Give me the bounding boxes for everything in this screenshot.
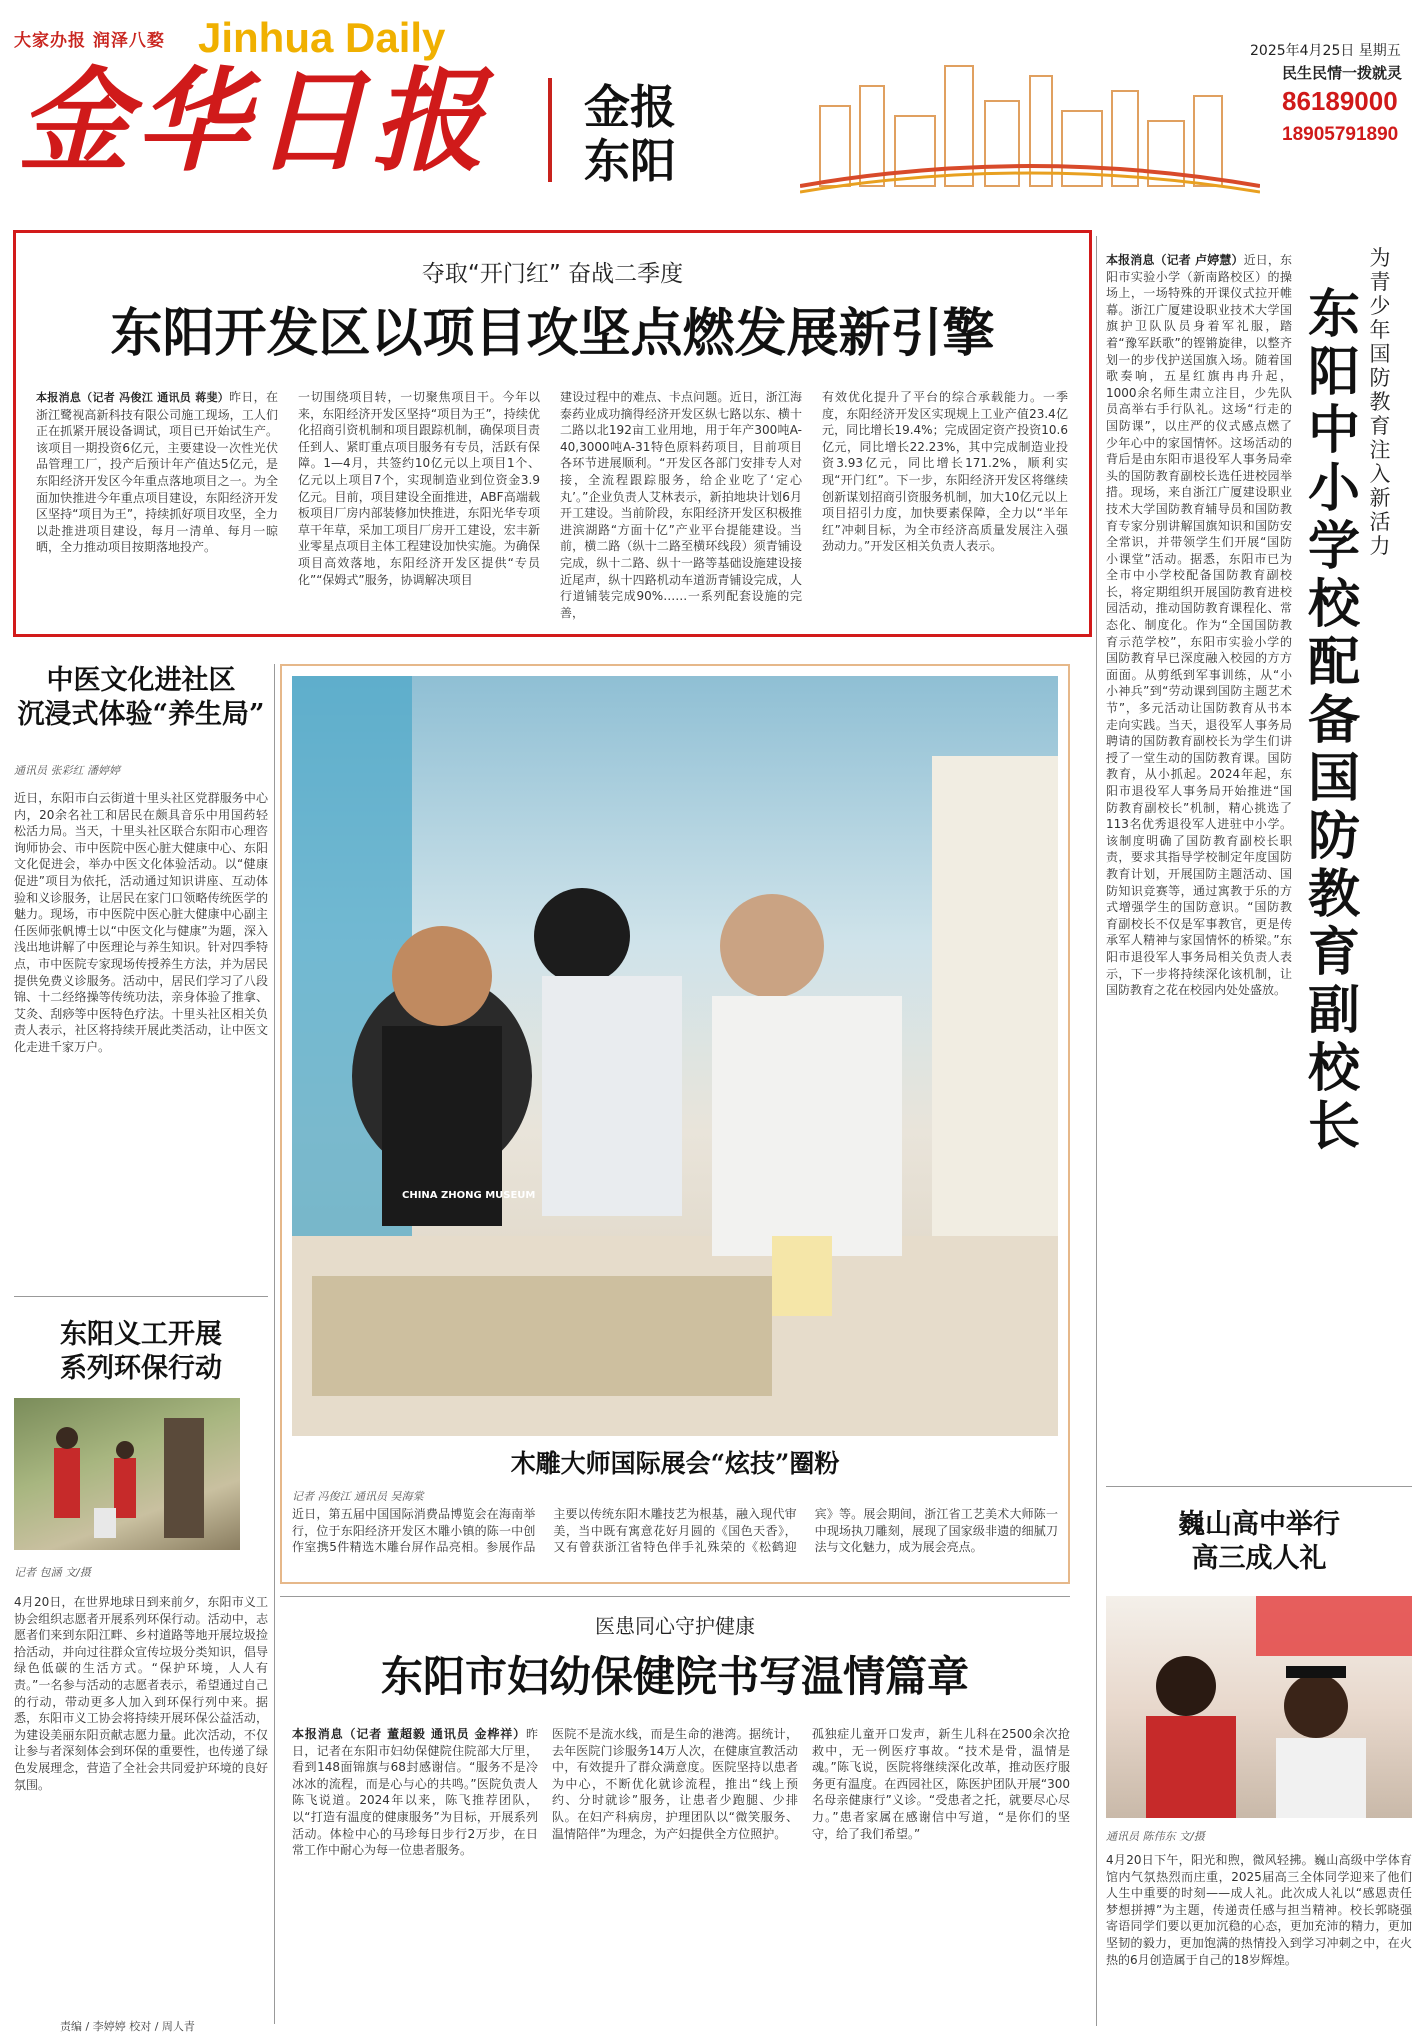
exhibition-scene — [292, 676, 1058, 1436]
bottom-story-headline: 东阳市妇幼保健院书写温情篇章 — [380, 1652, 969, 1701]
lead-byline: 本报消息（记者 冯俊江 通讯员 蒋斐） — [36, 391, 230, 404]
right-story-2-text: 4月20日下午，阳光和煦，微风轻拂。巍山高级中学体育馆内气氛热烈而庄重，2025届高三全体同学迎来了他们人生中重要的时刻——成人礼。此次成人礼以“感恩责任 梦想拼搏”为主题，传递责任感与担当精神。校长郭晓强寄语同学们要以更加沉稳的心态，更加充沛的精力，更加坚韧的毅力，更加饱满的热情投入到学习冲刺之中，在火热的6月创造属于自己的18岁辉煌。 — [1106, 1853, 1412, 1967]
masthead-english-name: Jinhua Daily — [198, 14, 446, 61]
edition-line-2: 东阳 — [584, 134, 676, 188]
right-column-text — [1106, 252, 1292, 1438]
booth-apron-label: CHINA ZHONG MUSEUM — [402, 1190, 536, 1201]
bottom-column-1 — [292, 1726, 538, 2026]
left-story-2-title-line-2: 系列环保行动 — [60, 1352, 222, 1384]
hotline-phone-2: 18905791890 — [1282, 124, 1399, 145]
photo-caption-title: 木雕大师国际展会“炫技”圈粉 — [510, 1449, 840, 1478]
right-column-byline: 本报消息（记者 卢婷慧） — [1106, 253, 1244, 267]
lead-kicker: 夺取“开门红” 奋战二季度 — [421, 261, 684, 287]
page-editor-credit: 责编 / 李婷婷 校对 / 周人青 — [60, 2020, 195, 2033]
left-story-2-title — [14, 1318, 268, 1386]
left-story-2-title-line-1: 东阳义工开展 — [60, 1319, 222, 1350]
left-story-2-byline: 记者 包涵 文/摄 — [14, 1566, 91, 1579]
coming-of-age-ceremony-photo — [1106, 1596, 1412, 1818]
issue-date: 2025年4月25日 星期五 — [1250, 43, 1401, 59]
right-column-body: 近日，东阳市实验小学（新南路校区）的操场上，一场特殊的开课仪式拉开帷幕。浙江广厦建设职业技术大学国旗护卫队队员身着军礼服，踏着“豫军跃歌”的铿锵旋律，以整齐划一的步伐护送国旗入场。随着国歌奏响，五星红旗冉冉升起，1000余名师生肃立注目，少先队员高举右手行队礼。这场“行走的国防课”，以庄严的仪式感点燃了少年心中的家国情怀。这场活动的背后是由东阳市退役军人事务局牵头的国防教育副校长选任进校园举措。现场，来自浙江广厦建设职业技术大学国防教育辅导员和国防教育专家分别讲解国旗知识和国防安全常识，并带领学生们开展“国防小课堂”活动。据悉，东阳市已为全市中小学校配备国防教育副校长，将定期组织开展国防教育进校园活动，推动国防教育课程化、常态化、制度化。作为“全国国防教育示范学校”，东阳市实验小学的国防教育早已深度融入校园的方方面面。从剪纸到军事训练，从“小小神兵”到“劳动课到国防主题艺术节”，多元活动让国防教育从书本走向实践。当天，退役军人事务局聘请的国防教育副校长为学生们讲授了一堂生动的国防教育课。国防教育，从小抓起。2024年起，东阳市退役军人事务局开始推进“国防教育副校长”机制，精心挑选了113名优秀退役军人进驻中小学。该制度明确了国防教育副校长职责，要求其指导学校制定年度国防教育计划，开展国防主题活动、国防知识竞赛等，通过寓教于乐的方式增强学生的国防意识。“国防教育副校长不仅是军事教官，更是传承军人精神与家国情怀的桥梁。”东阳市退役军人事务局相关负责人表示，下一步将持续深化该机制，让国防教育之花在校园内处处盛放。 — [1106, 253, 1292, 998]
environmental-volunteers-photo — [14, 1398, 240, 1550]
photo-story-byline: 记者 冯俊江 通讯员 吴海棠 — [292, 1490, 424, 1503]
masthead-slogan: 大家办报 润泽八婺 — [14, 31, 165, 51]
lead-column-1-text: 昨日，在浙江鹭视高新科技有限公司施工现场，工人们正在抓紧开展设备调试，项目已开始试生产。该项目一期投资6亿元，主要建设一次性光伏品管理工厂，投产后预计年产值达5亿元，是东阳经济开发区今年重点落地项目之一。为全面加快推进今年重点项目建设，东阳经济开发区坚持“项目为王”，持续抓好项目攻坚，全力以赴推进项目建设，每月一清单、每月一晾晒，全力推动项目按期落地投产。 — [36, 390, 278, 555]
photo-story-text: 近日，第五届中国国际消费品博览会在海南举行，位于东阳经济开发区木雕小镇的陈一中创作室携5件精选木雕台屏作品亮相。参展作品主要以传统东阳木雕技艺为根基，融入现代审美，当中既有寓意花好月圆的《国色天香》，又有曾获浙江省特色伴手礼殊荣的《松鹤迎宾》等。展会期间，浙江省工艺美术大师陈一中现场执刀雕刻，展现了国家级非遗的细腻刀法与文化魅力，成为展会亮点。 — [292, 1507, 1058, 1555]
left-story-1-title — [14, 664, 268, 732]
lead-story — [13, 230, 1092, 637]
left-story-divider — [14, 1296, 268, 1297]
masthead-divider — [548, 78, 552, 182]
left-story-1-title-line-2: 沉浸式体验“养生局” — [17, 698, 265, 730]
lead-headline: 东阳开发区以项目攻坚点燃发展新引擎 — [110, 304, 995, 364]
lead-column-4: 有效优化提升了平台的综合承载能力。一季度，东阳经济开发区实现规上工业产值23.4亿元，同比增长19.4%；完成固定资产投资10.6亿元，同比增长22.23%，其中完成制造业投资3.93亿元，同比增长171.2%，顺利实现“开门红”。下一步，东阳经济开发区将继续创新谋划招商引资服务机制，加大10亿元以上项目招引力度，加快要素保障，全力以“半年红”冲刺目标，为全市经济高质量发展注入强劲动力。”开发区相关负责人表示。 — [822, 390, 1068, 554]
edition-name — [584, 80, 704, 188]
right-story-2-title-line-1: 巍山高中举行 — [1178, 1509, 1340, 1540]
left-story-2-text: 4月20日，在世界地球日到来前夕，东阳市义工协会组织志愿者开展系列环保行动。活动中，志愿者们来到东阳江畔、乡村道路等地开展垃圾捡拾活动，并向过往群众宣传垃圾分类知识，倡导绿色低碳的生活方式。“保护环境，人人有责。”一名参与活动的志愿者表示，希望通过自己的行动，带动更多人加入到环保行列中来。据悉，东阳市义工协会将持续开展环保公益活动，为建设美丽东阳贡献志愿力量。此次活动，不仅让参与者深刻体会到环保的重要性，也传递了绿色发展理念，营造了全社会共同爱护环境的良好氛围。 — [14, 1595, 268, 1792]
bottom-story-byline: 本报消息（记者 董超毅 通讯员 金桦祥） — [292, 1727, 526, 1741]
bottom-column-2: 医院不是流水线，而是生命的港湾。据统计，去年医院门诊服务14万人次，在健康宣教活动中，有效提升了群众满意度。医院坚持以患者为中心，不断优化就诊流程，推出“线上预约、分时就诊”服务，让患者少跑腿、少排队。在妇产科病房，护理团队以“微笑服务、温情陪伴”为理念，为产妇提供全方位照护。 — [552, 1727, 798, 1841]
column-rule-left — [274, 664, 275, 2024]
bottom-column-1-text: 昨日，记者在东阳市妇幼保健院住院部大厅里，看到148面锦旗与68封感谢信。“服务不是冷冰冰的流程，而是心与心的共鸣。”医院负责人陈飞说道。2024年以来，陈飞推荐团队，以“打造有温度的健康服务”为目标，开展系列活动。体检中心的马珍每日步行2万步，在日常工作中耐心为每一位患者服务。 — [292, 1727, 538, 1858]
woodcarving-exhibition-photo — [292, 676, 1058, 1436]
hotline-phone-1: 86189000 — [1282, 86, 1398, 116]
right-story-2-title — [1106, 1508, 1412, 1576]
lead-column-1 — [36, 389, 278, 629]
skyline-illustration — [800, 46, 1260, 196]
volunteers-photo-figures — [14, 1398, 240, 1550]
left-story-1-byline: 通讯员 张彩红 潘婷婷 — [14, 764, 120, 777]
right-story-2-byline: 通讯员 陈伟东 文/摄 — [1106, 1830, 1205, 1843]
column-rule-right — [1096, 236, 1097, 2026]
bottom-story-divider — [280, 1596, 1070, 1597]
edition-line-1: 金报 — [584, 80, 676, 134]
left-story-1-text: 近日，东阳市白云街道十里头社区党群服务中心内，20余名社工和居民在颇具音乐中用国药轻松活力局。当天，十里头社区联合东阳市心理咨询师协会、市中医院中医心脏大健康中心、东阳文化促进会，举办中医文化体验活动。以“健康促进”项目为依托，活动通过知识讲座、互动体验和义诊服务，让居民在家门口领略传统医学的魅力。现场，市中医院中医心脏大健康中心副主任医师张帆博士以“中医文化与健康”为题，深入浅出地讲解了中医理论与养生知识。针对四季特点，市中医院专家现场传授养生方法，并为居民提供免费义诊服务。活动中，居民们学习了八段锦、十二经络操等传统功法，亲身体验了推拿、艾灸、刮痧等中医特色疗法。十里头社区相关负责人表示，社区将持续开展此类活动，让中医文化走进千家万户。 — [14, 791, 268, 1054]
bottom-column-3: 孤独症儿童开口发声，新生儿科在2500余次抢救中，无一例医疗事故。“技术是骨，温情是魂。”陈飞说，医院将继续深化改革，推动医疗服务更有温度。在西园社区，陈医护团队开展“300名母亲健康行”义诊。“受患者之托，就要尽心尽力。”患者家属在感谢信中写道，“是你们的坚守，给了我们希望。” — [812, 1727, 1070, 1841]
ceremony-scene — [1106, 1596, 1412, 1818]
left-story-1-title-line-1: 中医文化进社区 — [46, 665, 236, 696]
right-column-headline: 东阳中小学校配备国防教育副校长 — [1307, 285, 1360, 1157]
masthead-logo: 金华日报 — [18, 56, 490, 187]
hotline-label: 民生民情一拨就灵 — [1282, 64, 1403, 82]
right-story-2-title-line-2: 高三成人礼 — [1191, 1542, 1327, 1574]
right-story-divider — [1106, 1486, 1412, 1487]
lead-column-3: 建设过程中的难点、卡点问题。近日，浙江海泰药业成功摘得经济开发区纵七路以东、横十二路以北192亩工业用地，用于年产300吨A-40,3000吨A-31特色原料药项目，目前项目各环节进展顺利。“开发区各部门安排专人对接，全流程跟踪服务，给企业吃了‘定心丸’。”企业负责人艾林表示，新拍地块计划6月开工建设。当前阶段，东阳经济开发区积极推进滨湖路“方面十亿”产业平台提能建设。当前，横二路（纵十二路至横环线段）须青铺设完成，纵十二路、纵十一路等基础设施建设接近尾声，纵十四路机动车道沥青铺设完成，人行道铺装完成90%……一系列配套设施的完善， — [560, 390, 802, 620]
bottom-story-kicker: 医患同心守护健康 — [595, 1614, 755, 1638]
right-column-kicker: 为青少年国防教育注入新活力 — [1369, 246, 1391, 558]
lead-column-2: 一切围绕项目转，一切聚焦项目干。今年以来，东阳经济开发区坚持“项目为王”，持续优化招商引资机制和项目跟踪机制，确保项目责任到人、紧盯重点项目服务有专员，活跃有保障。1—4月，共签约10亿元以上项目1个、亿元以上项目7个，实现制造业到位资金3.9亿元。目前，项目建设全面推进，ABF高端载板项目厂房内部装修加快推进，东阳光华专项草干年草，采加工项目厂房开工建设，宏丰新业零星点项目主体工程建设加快实施。为确保项目高效落地，东阳经济开发区提供“专员化”“保姆式”服务，协调解决项目 — [298, 390, 540, 587]
